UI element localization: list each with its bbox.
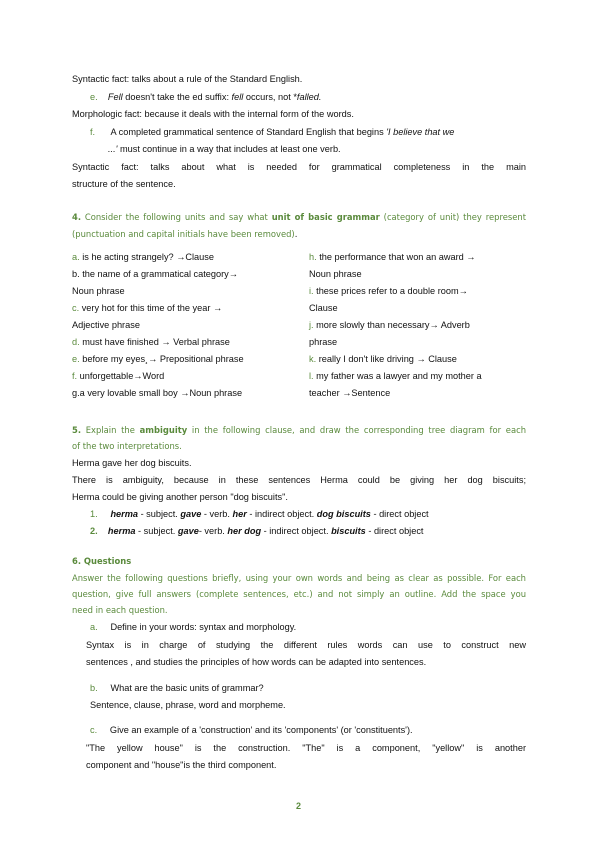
item-question: Give an example of a 'construction' and its 'components' (or 'constituents').: [109, 725, 413, 735]
item-text: must have finished → Verbal phrase: [79, 337, 230, 347]
syntactic-fact-2: Syntactic fact: talks about what is needed for grammatical completeness in the main: [72, 162, 526, 172]
q4-heading: [72, 209, 526, 227]
word: her dog: [227, 526, 262, 536]
item-text: unforgettable→Word: [77, 371, 165, 381]
q4-text: (punctuation and capital initials have been removed): [72, 229, 295, 239]
item-label: a.: [72, 252, 80, 262]
q4-text: (category of unit) they represent: [379, 212, 526, 222]
item-text: must continue in a way that includes at least one verb.: [117, 144, 341, 154]
item-label: a.: [90, 622, 98, 632]
q4-item-i-answer: Clause: [309, 303, 338, 313]
q4-item-j-answer: phrase: [309, 337, 338, 347]
item-label: f.: [72, 371, 78, 381]
word: - subject.: [135, 526, 178, 536]
q5-item-1: [90, 506, 429, 524]
q4-item-c-answer: Adjective phrase: [72, 320, 140, 330]
q4-item-d: [72, 334, 230, 352]
word: - subject.: [138, 509, 181, 519]
q4-item-e: [72, 351, 244, 369]
item-text: these prices refer to a double room→: [313, 286, 468, 296]
morphologic-fact: Morphologic fact: because it deals with the internal form of the words.: [72, 109, 354, 119]
q4-item-h-answer: Noun phrase: [309, 269, 362, 279]
q6-answer-a: Syntax is in charge of studying the different rules words can use to construct new: [86, 640, 526, 650]
item-text: very hot for this time of the year →: [79, 303, 223, 313]
q4-item-b-answer: Noun phrase: [72, 286, 125, 296]
item-label: c.: [90, 725, 98, 735]
item-text: really I don't like driving → Clause: [316, 354, 457, 364]
q6-intro: Answer the following questions briefly, using your own words and being as clear as possible. For each: [72, 573, 526, 583]
q5-bold: ambiguity: [139, 425, 188, 435]
q4-text: Consider the following units and say what: [81, 212, 272, 222]
item-text: more slowly than necessary→ Adverb: [313, 320, 470, 330]
q6-intro-end: need in each question.: [72, 605, 168, 615]
syntactic-fact-2-cont: structure of the sentence.: [72, 179, 176, 189]
q4-bold: unit of basic grammar: [271, 212, 380, 222]
q6-title: 6. Questions: [72, 556, 132, 566]
syntactic-fact-1: Syntactic fact: talks about a rule of the Standard English.: [72, 74, 303, 84]
q6-answer-c-cont: component and "house"is the third component.: [86, 760, 277, 770]
item-label: d.: [72, 337, 80, 347]
item-text: occurs, not *: [243, 92, 297, 102]
item-text: my father was a lawyer and my mother a: [313, 371, 482, 381]
q4-item-j: [309, 317, 470, 335]
item-f-cont: [108, 141, 341, 159]
word: biscuits: [331, 526, 366, 536]
word: herma: [107, 526, 136, 536]
q4-item-f: [72, 368, 164, 386]
q5-item-2: [90, 523, 423, 541]
q4-item-i: [309, 283, 468, 301]
item-label: f.: [90, 127, 96, 137]
word: her: [232, 509, 247, 519]
q4-item-h: [309, 249, 476, 267]
word: - indirect object.: [261, 526, 332, 536]
item-label: 2.: [90, 526, 98, 536]
item-label: e.: [72, 354, 80, 364]
q5-heading: [72, 422, 526, 440]
q5-clause: Herma gave her dog biscuits.: [72, 458, 192, 468]
item-label: 1.: [90, 509, 98, 519]
q5-text: in the following clause, and draw the corresponding tree diagram for each: [187, 425, 527, 435]
item-label: l.: [309, 371, 314, 381]
word: gave: [177, 526, 199, 536]
q6-intro-cont: question, give full answers (complete sentences, etc.) and not simply an outline. Add the space you: [72, 589, 526, 599]
item-text: the performance that won an award →: [316, 252, 476, 262]
word: gave: [180, 509, 202, 519]
item-label: i.: [309, 286, 314, 296]
page-number: 2: [296, 801, 302, 811]
q4-heading-cont: [72, 226, 297, 244]
item-e: [90, 89, 321, 107]
item-label: e.: [90, 92, 98, 102]
q4-text: .: [294, 229, 298, 239]
item-quote: ...': [108, 144, 118, 154]
word-falled: falled.: [296, 92, 322, 102]
word: - direct object: [370, 509, 429, 519]
q6-answer-b: Sentence, clause, phrase, word and morpheme.: [90, 700, 286, 710]
q6-item-b: [90, 680, 264, 698]
q4-item-k: [309, 351, 457, 369]
q6-answer-a-cont: sentences , and studies the principles of how words can be adapted into sentences.: [86, 657, 427, 667]
item-label: h.: [309, 252, 317, 262]
word: herma: [110, 509, 139, 519]
item-text: is he acting strangely? →Clause: [79, 252, 214, 262]
word: - direct object: [365, 526, 424, 536]
q5-answer-cont: Herma could be giving another person "dog biscuits".: [72, 492, 288, 502]
q4-item-g: g.a very lovable small boy →Noun phrase: [72, 388, 243, 398]
q4-item-b: b. the name of a grammatical category→: [72, 269, 238, 279]
item-label: c.: [72, 303, 80, 313]
item-f: [90, 124, 454, 142]
item-quote: 'I believe that we: [386, 127, 455, 137]
word: - verb.: [198, 526, 228, 536]
q5-answer: There is ambiguity, because in these sentences Herma could be giving her dog biscuits;: [72, 475, 526, 485]
word: - indirect object.: [246, 509, 317, 519]
item-text: doesn't take the ed suffix:: [122, 92, 232, 102]
item-label: j.: [309, 320, 314, 330]
word-fell: Fell: [107, 92, 123, 102]
item-text: before my eyes¸→ Prepositional phrase: [79, 354, 244, 364]
item-label: b.: [90, 683, 98, 693]
q5-number: 5.: [72, 425, 82, 435]
q4-item-l-answer: teacher →Sentence: [309, 388, 391, 398]
word: - verb.: [201, 509, 233, 519]
q5-heading-cont: of the two interpretations.: [72, 441, 182, 451]
q4-item-c: [72, 300, 222, 318]
q6-answer-c: "The yellow house" is the construction. "The" is a component, "yellow" is another: [86, 743, 526, 753]
word: dog biscuits: [316, 509, 371, 519]
q4-item-l: [309, 368, 482, 386]
item-text: A completed grammatical sentence of Standard English that begins: [110, 127, 387, 137]
q6-item-c: [90, 722, 413, 740]
q4-item-a: [72, 249, 214, 267]
item-label: k.: [309, 354, 317, 364]
q5-text: Explain the: [81, 425, 140, 435]
q4-number: 4.: [72, 212, 82, 222]
item-question: Define in your words: syntax and morphology.: [110, 622, 297, 632]
q6-item-a: [90, 619, 296, 637]
item-question: What are the basic units of grammar?: [110, 683, 264, 693]
word-fell-2: fell: [231, 92, 244, 102]
